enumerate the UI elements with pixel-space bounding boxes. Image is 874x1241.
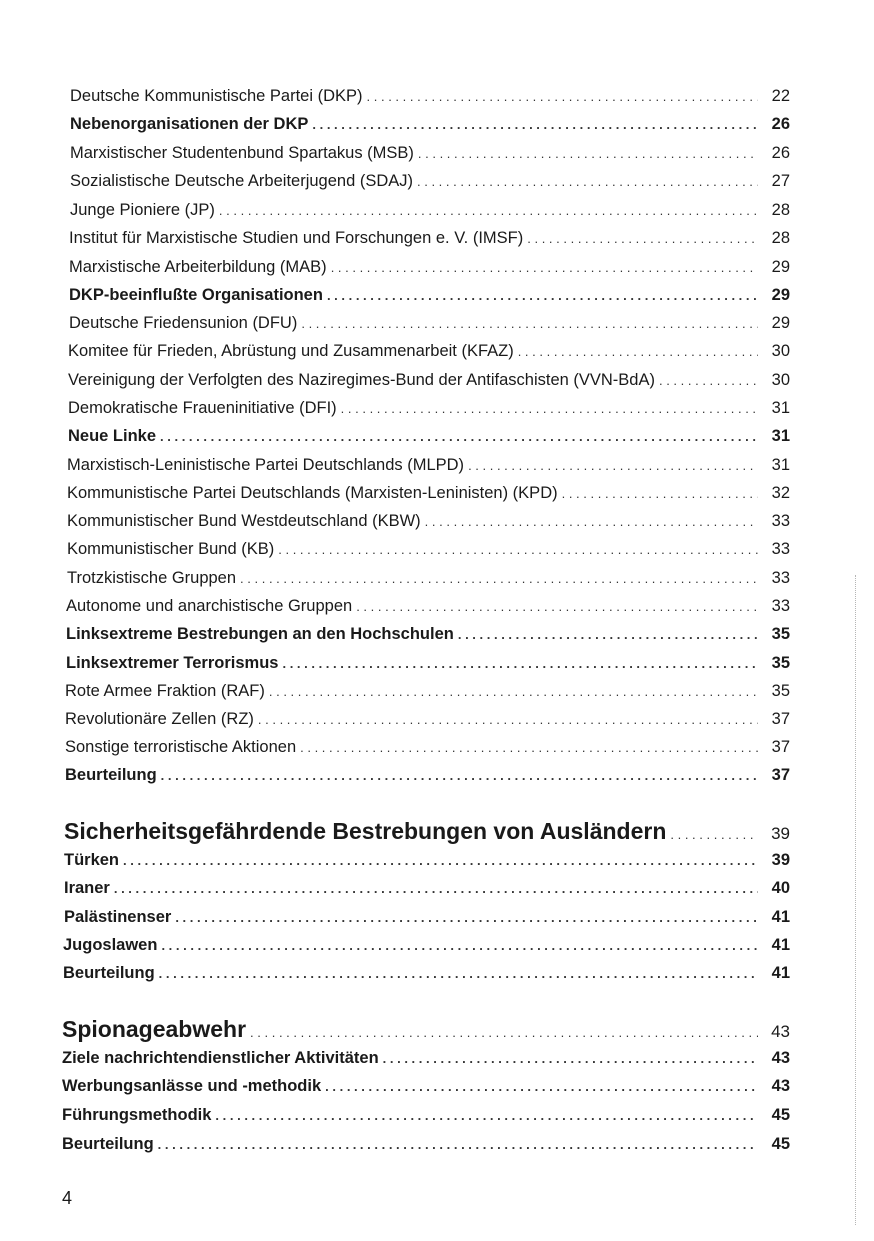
dot-leader [114,877,758,901]
toc-entry-title: Kommunistischer Bund (KB) [67,540,275,558]
toc-entry-title: DKP-beeinflußte Organisationen [69,286,323,304]
toc-entry [62,1132,790,1156]
toc-entry-page: 35 [771,654,790,672]
dot-leader [160,425,758,449]
toc-entry-title: Marxistisch-Leninistische Partei Deutschlands (MLPD) [67,456,465,474]
toc-entry-page: 31 [771,427,790,445]
toc-entry-title: Trotzkistische Gruppen [67,569,237,587]
toc-entry [67,566,790,590]
toc-entry-title: Linksextreme Bestrebungen an den Hochschulen [66,625,454,643]
toc-entry-title: Rote Armee Fraktion (RAF) [65,682,265,700]
dot-leader [670,819,758,851]
toc-section-heading [62,1013,790,1045]
dot-leader [250,1017,758,1049]
dot-leader [356,595,758,619]
toc-entry-title: Deutsche Friedensunion (DFU) [69,314,298,332]
dot-leader [418,142,758,166]
dot-leader [301,312,758,336]
toc-entry-title: Sonstige terroristische Aktionen [65,738,297,756]
toc-entry-title: Komitee für Frieden, Abrüstung und Zusammenarbeit (KFAZ) [68,342,514,360]
toc-entry-title: Deutsche Kommunistische Partei (DKP) [70,87,363,105]
toc-entry-title: Neue Linke [68,427,157,445]
toc-entry [69,255,790,279]
dot-leader [425,510,758,534]
dot-leader [161,764,758,788]
dot-leader [325,1075,758,1099]
toc-entry-page: 29 [771,258,790,276]
dot-leader [518,340,758,364]
toc-entry [67,537,790,561]
toc-entry-page: 33 [771,540,790,558]
toc-entry [68,339,790,363]
dot-leader [159,962,758,986]
dot-leader [269,680,758,704]
toc-entry-page: 26 [771,144,790,162]
toc-entry [66,622,790,646]
toc-entry [67,453,790,477]
toc-entry-page: 22 [771,87,790,105]
toc-section-heading [64,815,790,847]
toc-entry-title: Linksextremer Terrorismus [66,654,279,672]
toc-entry-title: Iraner [64,879,110,897]
toc-entry-title: Beurteilung [65,766,157,784]
dot-leader [123,849,758,873]
dot-leader [240,567,758,591]
toc-entry-page: 35 [771,682,790,700]
toc-entry-title: Sicherheitsgefährdende Bestrebungen von Ausländern [64,818,667,844]
dot-leader [341,397,758,421]
dot-leader [659,369,758,393]
toc-entry [67,481,790,505]
toc-entry-title: Beurteilung [63,964,155,982]
toc-entry-page: 30 [771,371,790,389]
toc-entry-page: 39 [771,851,790,869]
toc-entry-title: Marxistischer Studentenbund Spartakus (MSB) [70,144,414,162]
dot-leader [327,284,758,308]
dot-leader [219,199,758,223]
toc-entry [70,141,790,165]
toc-entry-page: 43 [771,1022,790,1041]
toc-entry-page: 28 [771,201,790,219]
toc-entry [64,848,790,872]
toc-entry-title: Marxistische Arbeiterbildung (MAB) [69,258,327,276]
toc-entry [70,84,790,108]
page-number: 4 [62,1188,73,1208]
toc-entry [64,905,790,929]
toc-entry-page: 39 [771,824,790,843]
dot-leader [158,1133,758,1157]
dot-leader [175,906,758,930]
toc-entry [69,226,790,250]
dot-leader [161,934,758,958]
toc-entry-page: 31 [771,456,790,474]
toc-entry-page: 37 [771,710,790,728]
toc-entry [68,396,790,420]
toc-entry-page: 29 [771,314,790,332]
toc-entry [66,594,790,618]
toc-entry-title: Institut für Marxistische Studien und Forschungen e. V. (IMSF) [69,229,524,247]
dot-leader [468,454,758,478]
toc-entry-page: 45 [771,1135,790,1153]
toc-entry-title: Jugoslawen [63,936,158,954]
toc-entry [70,112,790,136]
toc-entry [70,198,790,222]
toc-entry-page: 26 [771,115,790,133]
toc-entry [68,368,790,392]
toc-entry-page: 30 [771,342,790,360]
dot-leader [527,227,758,251]
toc-entry-page: 37 [771,738,790,756]
toc-entry-page: 33 [771,569,790,587]
toc-entry-title: Kommunistische Partei Deutschlands (Marxisten-Leninisten) (KPD) [67,484,558,502]
toc-entry [62,1103,790,1127]
dot-leader [300,736,758,760]
dot-leader [417,170,758,194]
toc-entry-title: Autonome und anarchistische Gruppen [66,597,353,615]
toc-entry-title: Beurteilung [62,1135,154,1153]
toc-entry-page: 35 [771,625,790,643]
toc-entry-page: 28 [771,229,790,247]
dot-leader [562,482,758,506]
dot-leader [215,1104,758,1128]
toc-entry [65,763,790,787]
toc-entry [70,169,790,193]
toc-entry [65,735,790,759]
toc-entry-title: Ziele nachrichtendienstlicher Aktivitäten [62,1049,379,1067]
toc-entry-page: 41 [771,936,790,954]
dot-leader [258,708,758,732]
dot-leader [458,623,758,647]
dot-leader [383,1047,758,1071]
toc-entry [63,933,790,957]
toc-entry-title: Vereinigung der Verfolgten des Naziregimes-Bund der Antifaschisten (VVN-BdA) [68,371,655,389]
toc-entry [69,311,790,335]
toc-entry-page: 32 [771,484,790,502]
toc-entry [69,283,790,307]
toc-entry-title: Spionageabwehr [62,1016,247,1042]
toc-entry-title: Führungsmethodik [62,1106,212,1124]
toc-entry [66,651,790,675]
toc-entry-title: Junge Pioniere (JP) [70,201,215,219]
toc-entry-title: Demokratische Fraueninitiative (DFI) [68,399,337,417]
toc-entry-title: Revolutionäre Zellen (RZ) [65,710,254,728]
dot-leader [367,85,758,109]
toc-entry [67,509,790,533]
toc-entry-page: 31 [771,399,790,417]
toc-entry [65,679,790,703]
toc-entry [68,424,790,448]
toc-entry-title: Werbungsanlässe und -methodik [62,1077,322,1095]
toc-entry-page: 43 [771,1077,790,1095]
toc-entry-title: Palästinenser [64,908,172,926]
toc-entry-page: 41 [771,908,790,926]
dot-leader [312,113,758,137]
toc-entry-title: Sozialistische Deutsche Arbeiterjugend (SDAJ) [70,172,413,190]
toc-entry-page: 37 [771,766,790,784]
toc-entry [62,1046,790,1070]
toc-entry-page: 40 [771,879,790,897]
toc-entry-page: 41 [771,964,790,982]
toc-entry-title: Nebenorganisationen der DKP [70,115,309,133]
page-edge-line [855,575,856,1225]
dot-leader [282,652,758,676]
toc-entry [64,876,790,900]
dot-leader [278,538,758,562]
toc-entry-page: 33 [771,512,790,530]
toc-entry-page: 33 [771,597,790,615]
toc-entry [65,707,790,731]
toc-entry-page: 29 [771,286,790,304]
toc-entry-page: 45 [771,1106,790,1124]
toc-entry-page: 43 [771,1049,790,1067]
toc-entry [63,961,790,985]
toc-entry-title: Türken [64,851,120,869]
dot-leader [331,256,758,280]
toc-entry-title: Kommunistischer Bund Westdeutschland (KBW) [67,512,421,530]
toc-entry-page: 27 [771,172,790,190]
toc-entry [62,1074,790,1098]
